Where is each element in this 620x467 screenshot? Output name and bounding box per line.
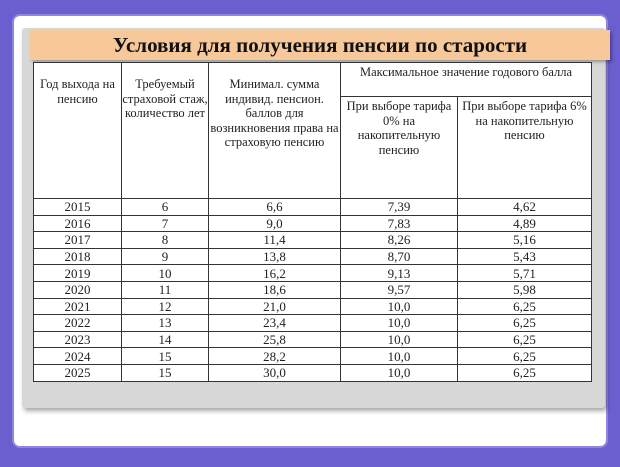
cell-stazh: 15 (122, 364, 209, 381)
cell-tariff-0: 7,39 (341, 199, 458, 216)
cell-year: 2016 (34, 215, 122, 232)
cell-stazh: 8 (122, 232, 209, 249)
table-row (34, 331, 592, 348)
cell-stazh: 15 (122, 348, 209, 365)
cell-tariff-6: 6,25 (458, 348, 592, 365)
cell-min-points: 30,0 (209, 364, 341, 381)
page-title: Условия для получения пенсии по старости (112, 32, 528, 57)
cell-year: 2023 (34, 331, 122, 348)
cell-tariff-0: 10,0 (341, 348, 458, 365)
cell-min-points: 6,6 (209, 199, 341, 216)
header-tariff-0: При выборе тарифа 0% на накопительную пенсию (341, 97, 458, 199)
pension-table (33, 62, 592, 382)
cell-stazh: 7 (122, 215, 209, 232)
header-max-group: Максимальное значение годового балла (341, 63, 592, 97)
cell-min-points: 18,6 (209, 281, 341, 298)
cell-stazh: 12 (122, 298, 209, 315)
cell-tariff-0: 7,83 (341, 215, 458, 232)
cell-min-points: 16,2 (209, 265, 341, 282)
cell-tariff-6: 6,25 (458, 331, 592, 348)
cell-stazh: 9 (122, 248, 209, 265)
cell-tariff-0: 10,0 (341, 298, 458, 315)
cell-tariff-6: 5,16 (458, 232, 592, 249)
cell-stazh: 10 (122, 265, 209, 282)
cell-year: 2017 (34, 232, 122, 249)
cell-year: 2020 (34, 281, 122, 298)
table-row (34, 315, 592, 332)
cell-tariff-6: 4,62 (458, 199, 592, 216)
cell-min-points: 9,0 (209, 215, 341, 232)
table-row (34, 364, 592, 381)
cell-year: 2024 (34, 348, 122, 365)
header-year: Год выхода на пенсию (34, 63, 122, 199)
cell-tariff-6: 4,89 (458, 215, 592, 232)
cell-tariff-0: 10,0 (341, 331, 458, 348)
cell-year: 2022 (34, 315, 122, 332)
header-stazh: Требуемый страховой стаж, количество лет (122, 63, 209, 199)
table-row (34, 348, 592, 365)
title-banner (30, 30, 610, 60)
cell-tariff-6: 6,25 (458, 364, 592, 381)
table-row (34, 232, 592, 249)
cell-tariff-6: 5,71 (458, 265, 592, 282)
table-row (34, 281, 592, 298)
header-tariff-6: При выборе тарифа 6% на накопительную пенсию (458, 97, 592, 199)
cell-tariff-0: 9,57 (341, 281, 458, 298)
cell-stazh: 13 (122, 315, 209, 332)
cell-tariff-0: 10,0 (341, 315, 458, 332)
table-row (34, 298, 592, 315)
cell-min-points: 11,4 (209, 232, 341, 249)
cell-tariff-0: 8,70 (341, 248, 458, 265)
cell-tariff-0: 10,0 (341, 364, 458, 381)
cell-min-points: 21,0 (209, 298, 341, 315)
cell-tariff-0: 8,26 (341, 232, 458, 249)
cell-tariff-6: 5,43 (458, 248, 592, 265)
cell-tariff-6: 6,25 (458, 298, 592, 315)
cell-min-points: 23,4 (209, 315, 341, 332)
cell-tariff-0: 9,13 (341, 265, 458, 282)
header-min-points: Минимал. сумма индивид. пенсион. баллов для возникновения права на страховую пенсию (209, 63, 341, 199)
cell-min-points: 28,2 (209, 348, 341, 365)
cell-tariff-6: 5,98 (458, 281, 592, 298)
table-row (34, 248, 592, 265)
cell-tariff-6: 6,25 (458, 315, 592, 332)
cell-year: 2025 (34, 364, 122, 381)
table-row (34, 199, 592, 216)
cell-year: 2019 (34, 265, 122, 282)
cell-stazh: 11 (122, 281, 209, 298)
cell-stazh: 14 (122, 331, 209, 348)
cell-year: 2021 (34, 298, 122, 315)
cell-min-points: 13,8 (209, 248, 341, 265)
table-row (34, 265, 592, 282)
cell-year: 2015 (34, 199, 122, 216)
cell-year: 2018 (34, 248, 122, 265)
table-row (34, 215, 592, 232)
cell-min-points: 25,8 (209, 331, 341, 348)
cell-stazh: 6 (122, 199, 209, 216)
